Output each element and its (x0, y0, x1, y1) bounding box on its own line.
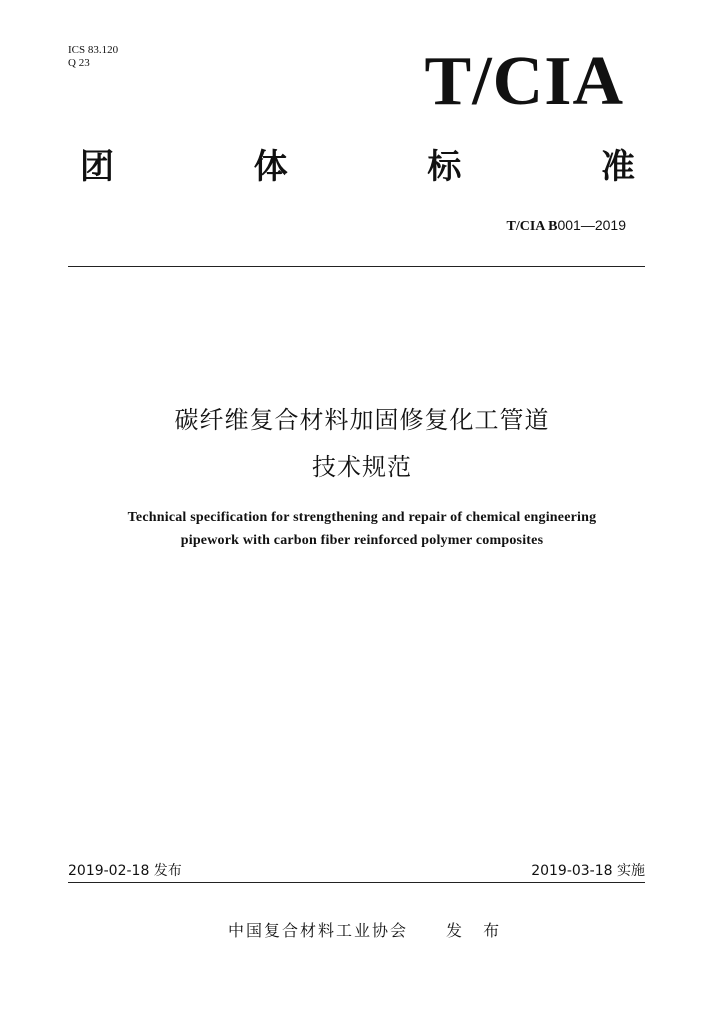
footer-divider (68, 882, 645, 883)
english-title-line-1: Technical specification for strengthening and repair of chemical engineering (127, 510, 597, 525)
issuing-organization: 中国复合材料工业协会 (228, 921, 409, 940)
header-divider (68, 266, 645, 267)
chinese-title-line-2: 技术规范 (312, 453, 412, 481)
category-char: 团 (80, 147, 114, 187)
document-number-prefix: T/CIA B (506, 219, 558, 234)
category-char: 体 (253, 147, 288, 187)
ccs-code: Q 23 (68, 57, 90, 69)
english-title-line-2: pipework with carbon fiber reinforced polymer composites (180, 533, 544, 548)
chinese-title-line-1: 碳纤维复合材料加固修复化工管道 (174, 406, 550, 434)
ics-code: ICS 83.120 (68, 44, 119, 56)
category-char: 标 (427, 147, 462, 187)
issue-date: 2019-02-18 发布 (68, 863, 182, 879)
implementation-date: 2019-03-18 实施 (531, 863, 645, 879)
standard-brand-logo: T/CIA (424, 43, 624, 120)
issue-label: 发 布 (446, 921, 508, 940)
classification-codes (68, 44, 118, 70)
standard-category (80, 146, 635, 188)
document-number (507, 217, 626, 235)
category-char: 准 (600, 147, 635, 187)
document-number-year: 001—2019 (557, 217, 626, 233)
